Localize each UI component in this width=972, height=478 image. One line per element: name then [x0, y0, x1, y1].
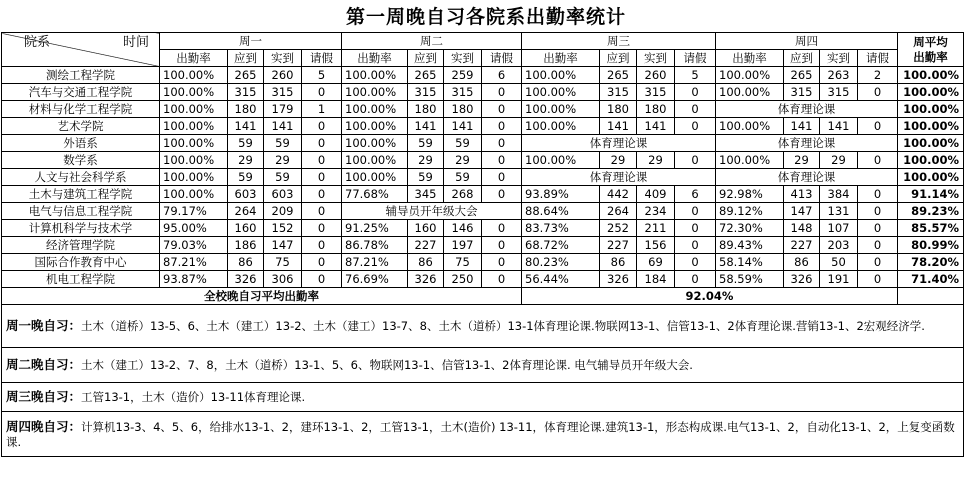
- weekly-average: 100.00%: [898, 101, 964, 118]
- expected-count: 29: [228, 152, 264, 169]
- leave-count: 0: [675, 220, 716, 237]
- expected-count: 264: [600, 203, 637, 220]
- expected-count: 59: [228, 135, 264, 152]
- corner-header: [2, 33, 160, 67]
- attendance-rate: 77.68%: [342, 186, 408, 203]
- leave-count: 0: [482, 254, 522, 271]
- header-row-days: [2, 33, 964, 50]
- leave-count: 0: [482, 220, 522, 237]
- present-count: 268: [444, 186, 482, 203]
- column-header: 出勤率: [160, 50, 228, 67]
- note-cell: [2, 348, 964, 383]
- merged-note-cell: 体育理论课: [716, 169, 898, 186]
- leave-count: 2: [858, 67, 898, 84]
- present-count: 234: [637, 203, 675, 220]
- expected-count: 265: [784, 67, 820, 84]
- attendance-rate: 100.00%: [716, 152, 784, 169]
- leave-count: 0: [482, 118, 522, 135]
- expected-count: 442: [600, 186, 637, 203]
- expected-count: 160: [408, 220, 444, 237]
- present-count: 141: [820, 118, 858, 135]
- column-header: 实到: [820, 50, 858, 67]
- attendance-rate: 79.03%: [160, 237, 228, 254]
- present-count: 75: [444, 254, 482, 271]
- expected-count: 141: [600, 118, 637, 135]
- table-row: [2, 101, 964, 118]
- leave-count: 0: [302, 169, 342, 186]
- present-count: 152: [264, 220, 302, 237]
- note-text: 土木（道桥）13-5、6、土木（建工）13-2、土木（建工）13-7、8、土木（道桥）13-1体育理论课.物联网13-1、信管13-1、2体育理论课.营销13-1、2宏观经济学.: [81, 319, 925, 333]
- attendance-rate: 100.00%: [522, 84, 600, 101]
- attendance-rate: 100.00%: [342, 101, 408, 118]
- footer-row: [2, 288, 964, 305]
- leave-count: 0: [675, 237, 716, 254]
- present-count: 29: [820, 152, 858, 169]
- leave-count: 0: [302, 203, 342, 220]
- present-count: 59: [264, 135, 302, 152]
- school-name: 外语系: [2, 135, 160, 152]
- present-count: 306: [264, 271, 302, 288]
- table-row: [2, 67, 964, 84]
- school-name: 国际合作教育中心: [2, 254, 160, 271]
- school-name: 数学系: [2, 152, 160, 169]
- day-header-tue: 周二: [342, 33, 522, 50]
- expected-count: 86: [784, 254, 820, 271]
- leave-count: 0: [858, 271, 898, 288]
- present-count: 209: [264, 203, 302, 220]
- weekly-average: 78.20%: [898, 254, 964, 271]
- present-count: 180: [444, 101, 482, 118]
- avg-header-line1: 周平均: [913, 34, 948, 49]
- school-name: 土木与建筑工程学院: [2, 186, 160, 203]
- page-title: 第一周晚自习各院系出勤率统计: [345, 6, 626, 28]
- leave-count: 0: [675, 118, 716, 135]
- avg-header-line2: 出勤率: [913, 49, 948, 64]
- attendance-rate: 100.00%: [342, 169, 408, 186]
- attendance-rate: 100.00%: [342, 152, 408, 169]
- expected-count: 186: [228, 237, 264, 254]
- merged-note-cell: 体育理论课: [716, 101, 898, 118]
- leave-count: 0: [302, 186, 342, 203]
- leave-count: 1: [302, 101, 342, 118]
- note-label: 周四晚自习：: [6, 418, 82, 434]
- table-row: [2, 135, 964, 152]
- expected-count: 147: [784, 203, 820, 220]
- table-row: [2, 118, 964, 135]
- present-count: 156: [637, 237, 675, 254]
- expected-count: 59: [408, 169, 444, 186]
- attendance-rate: 100.00%: [160, 101, 228, 118]
- column-header: 出勤率: [716, 50, 784, 67]
- expected-count: 180: [600, 101, 637, 118]
- leave-count: 0: [302, 271, 342, 288]
- weekly-average: 100.00%: [898, 118, 964, 135]
- leave-count: 0: [302, 152, 342, 169]
- expected-count: 265: [228, 67, 264, 84]
- leave-count: 0: [302, 254, 342, 271]
- present-count: 75: [264, 254, 302, 271]
- table-row: [2, 254, 964, 271]
- merged-note-cell: 体育理论课: [522, 169, 716, 186]
- weekly-average: 100.00%: [898, 169, 964, 186]
- table-row: [2, 84, 964, 101]
- attendance-rate: 100.00%: [160, 186, 228, 203]
- leave-count: 0: [302, 220, 342, 237]
- attendance-rate: 100.00%: [160, 135, 228, 152]
- attendance-rate: 100.00%: [342, 135, 408, 152]
- present-count: 146: [444, 220, 482, 237]
- column-header: 应到: [408, 50, 444, 67]
- school-name: 电气与信息工程学院: [2, 203, 160, 220]
- expected-count: 326: [228, 271, 264, 288]
- expected-count: 227: [408, 237, 444, 254]
- leave-count: 6: [482, 67, 522, 84]
- expected-count: 345: [408, 186, 444, 203]
- present-count: 29: [637, 152, 675, 169]
- day-header-mon: 周一: [160, 33, 342, 50]
- attendance-rate: 100.00%: [522, 118, 600, 135]
- weekly-average: 100.00%: [898, 84, 964, 101]
- school-name: 计算机科学与技术学: [2, 220, 160, 237]
- expected-count: 180: [408, 101, 444, 118]
- leave-count: 0: [482, 169, 522, 186]
- present-count: 384: [820, 186, 858, 203]
- expected-count: 265: [408, 67, 444, 84]
- attendance-rate: 95.00%: [160, 220, 228, 237]
- attendance-rate: 100.00%: [522, 67, 600, 84]
- expected-count: 141: [784, 118, 820, 135]
- column-header: 出勤率: [342, 50, 408, 67]
- attendance-rate: 100.00%: [716, 118, 784, 135]
- attendance-rate: 87.21%: [342, 254, 408, 271]
- present-count: 59: [444, 135, 482, 152]
- expected-count: 315: [408, 84, 444, 101]
- present-count: 50: [820, 254, 858, 271]
- column-header: 请假: [858, 50, 898, 67]
- table-row: [2, 220, 964, 237]
- expected-count: 227: [784, 237, 820, 254]
- present-count: 29: [444, 152, 482, 169]
- column-header: 出勤率: [522, 50, 600, 67]
- note-label: 周一晚自习：: [6, 318, 82, 333]
- attendance-rate: 83.73%: [522, 220, 600, 237]
- leave-count: 0: [858, 152, 898, 169]
- expected-count: 29: [784, 152, 820, 169]
- footer-label: 全校晚自习平均出勤率: [2, 288, 522, 305]
- expected-count: 413: [784, 186, 820, 203]
- school-name: 测绘工程学院: [2, 67, 160, 84]
- present-count: 29: [264, 152, 302, 169]
- expected-count: 29: [600, 152, 637, 169]
- weekly-average: 91.14%: [898, 186, 964, 203]
- table-row: [2, 271, 964, 288]
- weekly-average: 89.23%: [898, 203, 964, 220]
- present-count: 315: [820, 84, 858, 101]
- expected-count: 252: [600, 220, 637, 237]
- attendance-rate: 87.21%: [160, 254, 228, 271]
- leave-count: 0: [302, 135, 342, 152]
- weekly-average: 100.00%: [898, 152, 964, 169]
- attendance-rate: 100.00%: [342, 118, 408, 135]
- attendance-rate: 100.00%: [160, 118, 228, 135]
- present-count: 203: [820, 237, 858, 254]
- present-count: 197: [444, 237, 482, 254]
- column-header: 应到: [784, 50, 820, 67]
- leave-count: 0: [675, 152, 716, 169]
- school-name: 艺术学院: [2, 118, 160, 135]
- attendance-rate: 56.44%: [522, 271, 600, 288]
- expected-count: 315: [228, 84, 264, 101]
- present-count: 141: [637, 118, 675, 135]
- expected-count: 141: [228, 118, 264, 135]
- present-count: 263: [820, 67, 858, 84]
- footer-value: 92.04%: [522, 288, 898, 305]
- note-label: 周二晚自习：: [6, 357, 82, 372]
- attendance-rate: 100.00%: [160, 67, 228, 84]
- attendance-rate: 79.17%: [160, 203, 228, 220]
- leave-count: 0: [858, 254, 898, 271]
- leave-count: 6: [675, 186, 716, 203]
- leave-count: 0: [302, 118, 342, 135]
- attendance-rate: 100.00%: [522, 101, 600, 118]
- attendance-rate: 68.72%: [522, 237, 600, 254]
- attendance-rate: 88.64%: [522, 203, 600, 220]
- leave-count: 5: [302, 67, 342, 84]
- school-name: 汽车与交通工程学院: [2, 84, 160, 101]
- leave-count: 0: [675, 271, 716, 288]
- expected-count: 86: [600, 254, 637, 271]
- leave-count: 0: [482, 237, 522, 254]
- expected-count: 148: [784, 220, 820, 237]
- expected-count: 326: [408, 271, 444, 288]
- column-header: 请假: [302, 50, 342, 67]
- present-count: 131: [820, 203, 858, 220]
- note-text: 计算机13-3、4、5、6，给排水13-1、2，建环13-1、2，工管13-1，土木(造价) 13-11，体育理论课.建筑13-1，形态构成课.电气13-1、2，自动化13-1、2，上复变函数课.: [6, 419, 955, 449]
- note-row: [2, 412, 964, 457]
- leave-count: 0: [858, 84, 898, 101]
- weekly-average: 100.00%: [898, 135, 964, 152]
- attendance-rate: 76.69%: [342, 271, 408, 288]
- attendance-rate: 72.30%: [716, 220, 784, 237]
- present-count: 409: [637, 186, 675, 203]
- expected-count: 86: [228, 254, 264, 271]
- attendance-rate: 92.98%: [716, 186, 784, 203]
- leave-count: 0: [675, 203, 716, 220]
- weekly-average: 85.57%: [898, 220, 964, 237]
- present-count: 179: [264, 101, 302, 118]
- attendance-rate: 100.00%: [342, 84, 408, 101]
- weekly-average: 100.00%: [898, 67, 964, 84]
- column-header: 实到: [264, 50, 302, 67]
- merged-note-cell: 体育理论课: [522, 135, 716, 152]
- note-cell: [2, 305, 964, 348]
- school-name: 经济管理学院: [2, 237, 160, 254]
- corner-label-time: 时间: [122, 35, 149, 50]
- note-cell: [2, 412, 964, 457]
- weekly-average: 71.40%: [898, 271, 964, 288]
- expected-count: 160: [228, 220, 264, 237]
- expected-count: 315: [784, 84, 820, 101]
- avg-header: [898, 33, 964, 67]
- expected-count: 603: [228, 186, 264, 203]
- attendance-rate: 100.00%: [160, 84, 228, 101]
- leave-count: 0: [482, 135, 522, 152]
- footer-empty: [898, 288, 964, 305]
- attendance-rate: 100.00%: [716, 67, 784, 84]
- attendance-table: [1, 32, 964, 457]
- day-header-wed: 周三: [522, 33, 716, 50]
- present-count: 211: [637, 220, 675, 237]
- leave-count: 0: [675, 101, 716, 118]
- attendance-rate: 93.87%: [160, 271, 228, 288]
- leave-count: 0: [858, 203, 898, 220]
- note-row: [2, 348, 964, 383]
- leave-count: 0: [482, 84, 522, 101]
- expected-count: 265: [600, 67, 637, 84]
- leave-count: 0: [482, 186, 522, 203]
- table-row: [2, 237, 964, 254]
- attendance-rate: 80.23%: [522, 254, 600, 271]
- present-count: 191: [820, 271, 858, 288]
- attendance-rate: 58.14%: [716, 254, 784, 271]
- weekly-average: 80.99%: [898, 237, 964, 254]
- expected-count: 326: [784, 271, 820, 288]
- note-text: 土木（建工）13-2、7、8，土木（道桥）13-1、5、6、物联网13-1、信管13-1、2体育理论课. 电气辅导员开年级大会.: [81, 358, 693, 372]
- present-count: 260: [264, 67, 302, 84]
- attendance-rate: 100.00%: [522, 152, 600, 169]
- leave-count: 0: [858, 237, 898, 254]
- attendance-rate: 58.59%: [716, 271, 784, 288]
- note-row: [2, 305, 964, 348]
- present-count: 59: [264, 169, 302, 186]
- present-count: 184: [637, 271, 675, 288]
- present-count: 180: [637, 101, 675, 118]
- column-header: 实到: [444, 50, 482, 67]
- school-name: 人文与社会科学系: [2, 169, 160, 186]
- note-label: 周三晚自习：: [6, 389, 82, 404]
- merged-note-cell: 体育理论课: [716, 135, 898, 152]
- present-count: 107: [820, 220, 858, 237]
- attendance-rate: 100.00%: [160, 169, 228, 186]
- leave-count: 0: [858, 118, 898, 135]
- leave-count: 0: [302, 237, 342, 254]
- leave-count: 0: [482, 271, 522, 288]
- expected-count: 326: [600, 271, 637, 288]
- expected-count: 59: [228, 169, 264, 186]
- leave-count: 0: [858, 220, 898, 237]
- leave-count: 0: [675, 84, 716, 101]
- expected-count: 227: [600, 237, 637, 254]
- present-count: 59: [444, 169, 482, 186]
- expected-count: 86: [408, 254, 444, 271]
- corner-label-school: 院系: [24, 35, 51, 50]
- school-name: 机电工程学院: [2, 271, 160, 288]
- column-header: 应到: [228, 50, 264, 67]
- expected-count: 59: [408, 135, 444, 152]
- attendance-rate: 100.00%: [716, 84, 784, 101]
- present-count: 147: [264, 237, 302, 254]
- present-count: 259: [444, 67, 482, 84]
- expected-count: 264: [228, 203, 264, 220]
- note-text: 工管13-1，土木（造价）13-11体育理论课.: [81, 390, 306, 404]
- attendance-rate: 100.00%: [160, 152, 228, 169]
- leave-count: 0: [675, 254, 716, 271]
- leave-count: 0: [858, 186, 898, 203]
- expected-count: 315: [600, 84, 637, 101]
- column-header: 实到: [637, 50, 675, 67]
- attendance-rate: 86.78%: [342, 237, 408, 254]
- attendance-rate: 89.43%: [716, 237, 784, 254]
- attendance-rate: 91.25%: [342, 220, 408, 237]
- note-cell: [2, 383, 964, 412]
- expected-count: 29: [408, 152, 444, 169]
- present-count: 141: [264, 118, 302, 135]
- present-count: 315: [264, 84, 302, 101]
- merged-note-cell: 辅导员开年级大会: [342, 203, 522, 220]
- leave-count: 5: [675, 67, 716, 84]
- school-name: 材料与化学工程学院: [2, 101, 160, 118]
- leave-count: 0: [482, 152, 522, 169]
- expected-count: 180: [228, 101, 264, 118]
- column-header: 应到: [600, 50, 637, 67]
- table-row: [2, 169, 964, 186]
- present-count: 69: [637, 254, 675, 271]
- attendance-rate: 100.00%: [342, 67, 408, 84]
- table-row: [2, 186, 964, 203]
- present-count: 250: [444, 271, 482, 288]
- present-count: 315: [637, 84, 675, 101]
- present-count: 260: [637, 67, 675, 84]
- attendance-rate: 89.12%: [716, 203, 784, 220]
- present-count: 141: [444, 118, 482, 135]
- table-row: [2, 203, 964, 220]
- attendance-rate: 93.89%: [522, 186, 600, 203]
- column-header: 请假: [675, 50, 716, 67]
- table-row: [2, 152, 964, 169]
- present-count: 603: [264, 186, 302, 203]
- leave-count: 0: [482, 101, 522, 118]
- day-header-thu: 周四: [716, 33, 898, 50]
- present-count: 315: [444, 84, 482, 101]
- note-row: [2, 383, 964, 412]
- column-header: 请假: [482, 50, 522, 67]
- leave-count: 0: [302, 84, 342, 101]
- expected-count: 141: [408, 118, 444, 135]
